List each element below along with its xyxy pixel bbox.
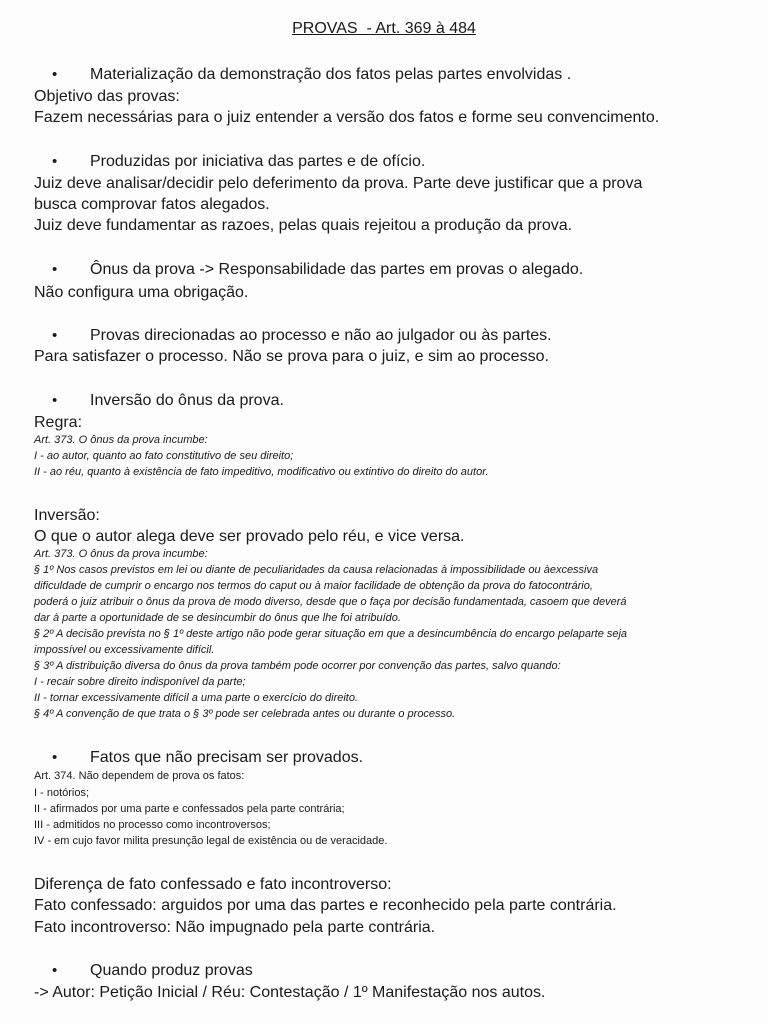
law-excerpt-line: dar à parte a oportunidade de se desincumbir do ônus que lhe foi atribuído. bbox=[34, 612, 401, 624]
law-excerpt-line: § 2º A decisão prevista no § 1º deste artigo não pode gerar situação em que a desincumbência do encargo pelaparte seja bbox=[34, 628, 628, 640]
bullet-icon: • bbox=[52, 261, 58, 278]
bullet-icon: • bbox=[52, 153, 58, 170]
paragraph-line: Fato incontroverso: Não impugnado pela parte contrária. bbox=[34, 919, 436, 936]
bullet-text: Produzidas por iniciativa das partes e de ofício. bbox=[90, 153, 426, 170]
bullet-icon: • bbox=[52, 327, 58, 344]
bullet-icon: • bbox=[52, 66, 58, 83]
paragraph-line: busca comprovar fatos alegados. bbox=[34, 196, 270, 213]
law-excerpt-line: II - ao réu, quanto à existência de fato impeditivo, modificativo ou extintivo do direito do autor. bbox=[34, 466, 489, 478]
law-excerpt-line: I - notórios; bbox=[34, 787, 90, 799]
paragraph-line: Diferença de fato confessado e fato incontroverso: bbox=[34, 876, 392, 893]
law-excerpt-line: dificuldade de cumprir o encargo nos termos do caput ou à maior facilidade de obtenção da prova do fatocontrário, bbox=[34, 580, 593, 592]
subheading: Inversão: bbox=[34, 507, 100, 524]
law-excerpt-line: Art. 373. O ônus da prova incumbe: bbox=[34, 548, 208, 560]
law-excerpt-line: I - recair sobre direito indisponível da parte; bbox=[34, 676, 246, 688]
paragraph-line: O que o autor alega deve ser provado pelo réu, e vice versa. bbox=[34, 528, 465, 545]
paragraph-line: Juiz deve analisar/decidir pelo deferimento da prova. Parte deve justificar que a prova bbox=[34, 175, 643, 192]
law-excerpt-line: § 1º Nos casos previstos em lei ou diante de peculiaridades da causa relacionadas à impossibilidade ou àexcessiva bbox=[34, 564, 599, 576]
bullet-icon: • bbox=[52, 392, 58, 409]
law-excerpt-line: II - tornar excessivamente difícil a uma parte o exercício do direito. bbox=[34, 692, 359, 704]
law-excerpt-line: I - ao autor, quanto ao fato constitutivo de seu direito; bbox=[34, 450, 294, 462]
paragraph-line: Fazem necessárias para o juiz entender a versão dos fatos e forme seu convencimento. bbox=[34, 109, 660, 126]
bullet-text: Provas direcionadas ao processo e não ao julgador ou às partes. bbox=[90, 327, 552, 344]
bullet-text: Ônus da prova -> Responsabilidade das partes em provas o alegado. bbox=[90, 261, 584, 278]
subheading: Regra: bbox=[34, 414, 83, 431]
page-title: PROVAS - Art. 369 à 484 bbox=[292, 20, 476, 37]
paragraph-line: Fato confessado: arguidos por uma das partes e reconhecido pela parte contrária. bbox=[34, 897, 617, 914]
law-excerpt-line: Art. 373. O ônus da prova incumbe: bbox=[34, 434, 208, 446]
law-excerpt-line: II - afirmados por uma parte e confessados pela parte contrária; bbox=[34, 803, 345, 815]
paragraph-line: Para satisfazer o processo. Não se prova para o juiz, e sim ao processo. bbox=[34, 348, 549, 365]
bullet-icon: • bbox=[52, 962, 58, 979]
paragraph-line: Juiz deve fundamentar as razoes, pelas quais rejeitou a produção da prova. bbox=[34, 217, 573, 234]
bullet-icon: • bbox=[52, 749, 58, 766]
bullet-text: Quando produz provas bbox=[90, 962, 253, 979]
paragraph-line: Não configura uma obrigação. bbox=[34, 284, 249, 301]
law-excerpt-line: Art. 374. Não dependem de prova os fatos: bbox=[34, 770, 245, 782]
bullet-text: Fatos que não precisam ser provados. bbox=[90, 749, 364, 766]
law-excerpt-line: III - admitidos no processo como incontroversos; bbox=[34, 819, 271, 831]
law-excerpt-line: IV - em cujo favor milita presunção legal de existência ou de veracidade. bbox=[34, 835, 388, 847]
law-excerpt-line: poderá o juiz atribuir o ônus da prova de modo diverso, desde que o faça por decisão fundamentada, casoem que deverá bbox=[34, 596, 627, 608]
paragraph-line: -> Autor: Petição Inicial / Réu: Contestação / 1º Manifestação nos autos. bbox=[34, 984, 546, 1001]
bullet-text: Materialização da demonstração dos fatos pelas partes envolvidas . bbox=[90, 66, 572, 83]
law-excerpt-line: § 3º A distribuição diversa do ônus da prova também pode ocorrer por convenção das partes, salvo quando: bbox=[34, 660, 561, 672]
bullet-text: Inversão do ônus da prova. bbox=[90, 392, 284, 409]
paragraph-line: Objetivo das provas: bbox=[34, 88, 180, 105]
law-excerpt-line: § 4º A convenção de que trata o § 3º pode ser celebrada antes ou durante o processo. bbox=[34, 708, 456, 720]
law-excerpt-line: impossível ou excessivamente difícil. bbox=[34, 644, 215, 656]
